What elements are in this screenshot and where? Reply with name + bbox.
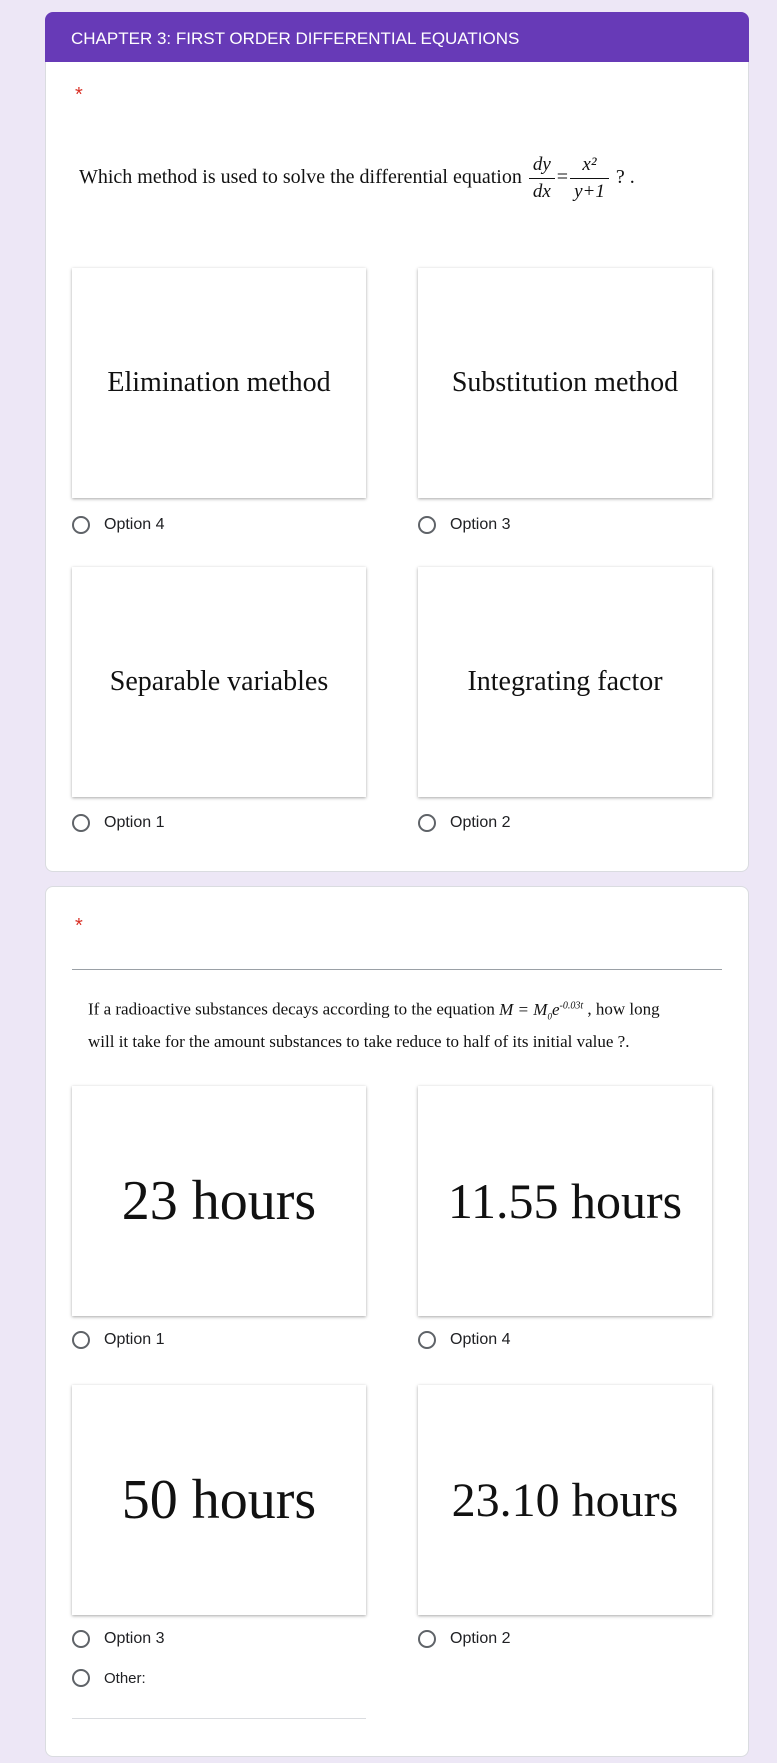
choice-label: Option 3 (104, 1630, 165, 1647)
choice-image-text: Elimination method (107, 367, 331, 398)
choice-label: Option 2 (450, 814, 511, 831)
choice-label: Option 1 (104, 1331, 165, 1348)
choice-image-text: 23 hours (121, 1170, 317, 1232)
fraction-denominator: y+1 (574, 181, 605, 202)
choice-image[interactable] (418, 1385, 712, 1615)
fraction-numerator: x² (570, 154, 609, 179)
radio-button-icon[interactable] (72, 1669, 90, 1687)
fraction-x2-y1 (570, 154, 609, 203)
choice-image-text: 23.10 hours (451, 1473, 679, 1527)
equation-e: e (551, 999, 560, 1019)
fraction-denominator: dx (532, 181, 551, 202)
other-label: Other: (104, 1669, 146, 1687)
other-text-input[interactable] (72, 1718, 366, 1719)
choice-label: Option 1 (104, 814, 165, 831)
choice-radio-option-3[interactable] (418, 516, 510, 534)
radio-button-icon[interactable] (418, 814, 436, 832)
required-asterisk: * (75, 915, 83, 937)
choice-radio-option-3[interactable] (72, 1630, 164, 1648)
choice-image[interactable] (418, 268, 712, 498)
radio-button-icon[interactable] (72, 1630, 90, 1648)
equation-exponent: -0.03t (559, 1000, 584, 1011)
radio-button-icon[interactable] (72, 814, 90, 832)
choice-image-text: 11.55 hours (447, 1173, 683, 1229)
equation-subscript: 0 (547, 1011, 552, 1022)
question-card-1 (45, 62, 749, 872)
choice-image-text: 50 hours (121, 1469, 317, 1531)
choice-image[interactable] (72, 268, 366, 498)
choice-image[interactable] (418, 1086, 712, 1316)
choice-image[interactable] (72, 1385, 366, 1615)
choice-radio-option-1[interactable] (72, 814, 164, 832)
choice-label: Option 4 (104, 516, 165, 533)
choice-image[interactable] (72, 1086, 366, 1316)
question-text-1 (79, 154, 635, 203)
question-text-line: will it take for the amount substances to take reduce to half of its initial value ?. (88, 1032, 630, 1052)
choice-image-text: Integrating factor (467, 666, 663, 697)
question-text-part: ? . (615, 166, 635, 189)
choice-radio-option-2[interactable] (418, 814, 510, 832)
choice-radio-option-2[interactable] (418, 1630, 510, 1648)
choice-label: Option 2 (450, 1630, 511, 1647)
form-header (45, 12, 749, 65)
required-asterisk: * (75, 84, 83, 106)
question-text-part: If a radioactive substances decays according to the equation (88, 999, 495, 1019)
question-text-part: Which method is used to solve the differential equation (79, 166, 522, 189)
radio-button-icon[interactable] (72, 516, 90, 534)
choice-image[interactable] (418, 567, 712, 797)
fraction-numerator: dy (529, 154, 555, 179)
question-text-line (88, 993, 660, 1029)
question-divider (72, 969, 722, 970)
choice-radio-other[interactable] (72, 1669, 146, 1687)
choice-image-text: Substitution method (451, 367, 679, 398)
choice-label: Option 3 (450, 516, 511, 533)
question-text-2 (88, 993, 660, 1055)
equation-main: M = M (499, 999, 548, 1019)
equation-math (499, 999, 584, 1022)
radio-button-icon[interactable] (418, 516, 436, 534)
choice-radio-option-4[interactable] (72, 516, 164, 534)
form-section-title: CHAPTER 3: FIRST ORDER DIFFERENTIAL EQUATIONS (71, 29, 520, 48)
radio-button-icon[interactable] (72, 1331, 90, 1349)
question-text-part: , how long (587, 999, 660, 1019)
choice-radio-option-1[interactable] (72, 1331, 164, 1349)
choice-image[interactable] (72, 567, 366, 797)
radio-button-icon[interactable] (418, 1331, 436, 1349)
choice-image-text: Separable variables (109, 666, 329, 697)
equals-sign: = (556, 166, 569, 189)
choice-radio-option-4[interactable] (418, 1331, 510, 1349)
fraction-dy-dx (529, 154, 555, 203)
choice-label: Option 4 (450, 1331, 511, 1348)
radio-button-icon[interactable] (418, 1630, 436, 1648)
question-card-2 (45, 886, 749, 1757)
